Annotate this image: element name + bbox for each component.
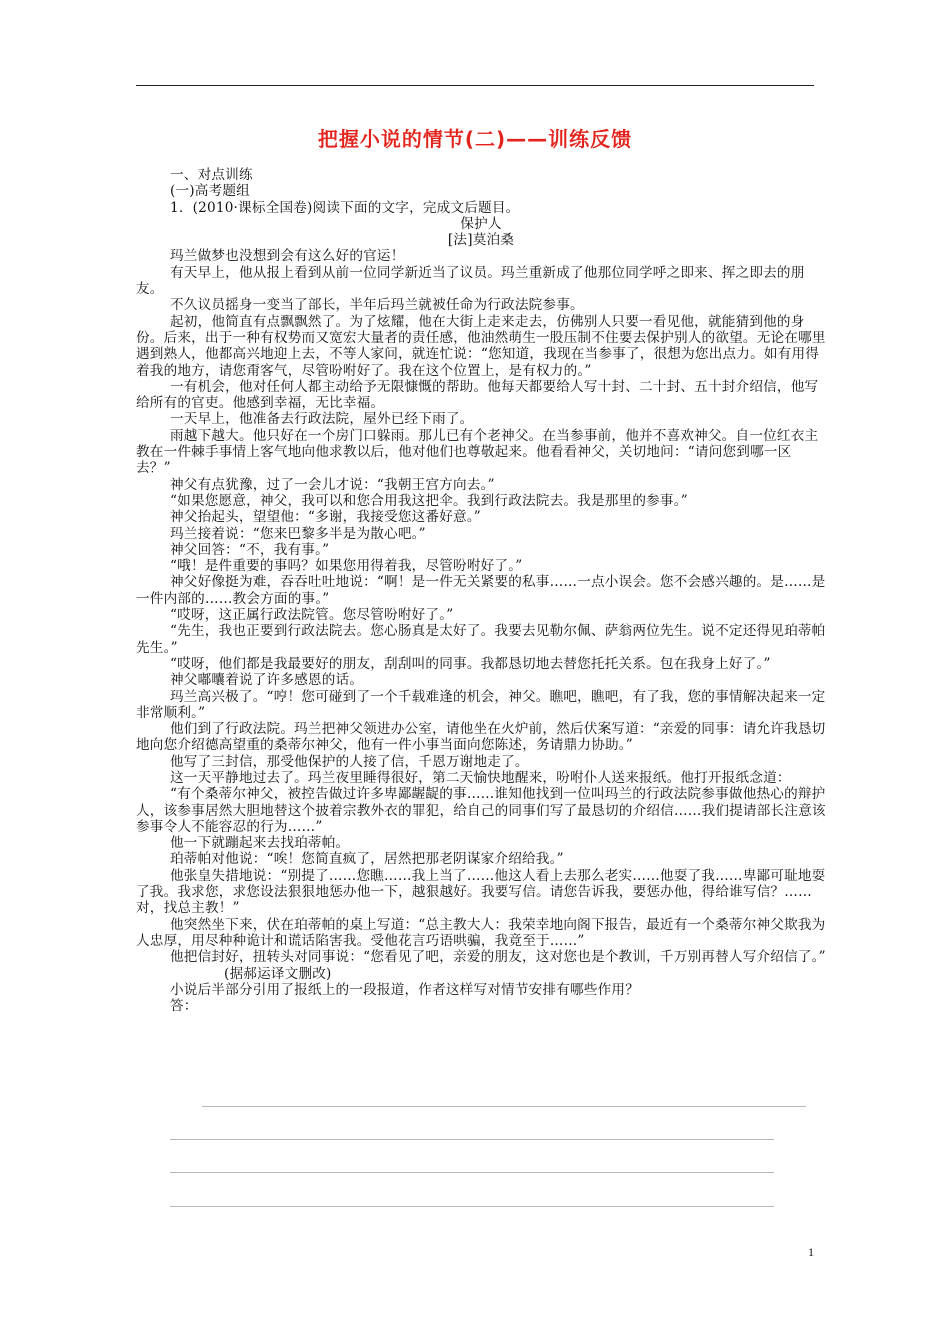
story-paragraph: 一有机会，他对任何人都主动给予无限慷慨的帮助。他每天都要给人写十封、二十封、五十封介绍信，他写给所有的官吏。他感到幸福，无比幸福。 bbox=[136, 378, 819, 412]
story-paragraph: 神父嘟囔着说了许多感恩的话。 bbox=[170, 672, 364, 689]
story-paragraph: 神父好像挺为难，吞吞吐吐地说：“啊！是一件无关紧要的私事……一点小误会。您不会感兴趣的。是……是一件内部的……教会方面的事。” bbox=[136, 574, 826, 607]
story-author: [法]莫泊桑 bbox=[447, 232, 515, 249]
story-paragraph: 不久议员摇身一变当了部长，半年后玛兰就被任命为行政法院参事。 bbox=[170, 297, 584, 314]
story-paragraph: “有个桑蒂尔神父，被控告做过许多卑鄙龌龊的事……谁知他找到一位叫玛兰的行政法院参事做他热心的辩护人，该参事居然大胆地替这个披着宗教外衣的罪犯，给自己的同事们写了最恳切的介绍信……我们提请部长注意该参事令人不能容忍的行为……” bbox=[136, 786, 826, 835]
story-paragraph: 珀蒂帕对他说：“唉！您简直疯了，居然把那老阴谋家介绍给我。” bbox=[170, 851, 564, 868]
answer-label: 答： bbox=[170, 998, 198, 1015]
question-text: 小说后半部分引用了报纸上的一段报道，作者这样写对情节安排有哪些作用？ bbox=[170, 981, 639, 998]
story-paragraph: 起初，他简直有点飘飘然了。为了炫耀，他在大街上走来走去，仿佛别人只要一看见他，就能猜到他的身份。后来，出于一种有权势而又宽宏大量者的责任感，他油然萌生一股压制不住要去保护别人的欲望。无论在哪里遇到熟人，他都高兴地迎上去，不等人家问，就连忙说：“您知道，我现在当参事了，很想为您出点力。如有用得着我的地方，请您甭客气，尽管吩咐好了。我在这个位置上，是有权力的。” bbox=[136, 313, 826, 379]
source-note: (据郝运译文删改) bbox=[224, 965, 332, 982]
story-paragraph: “哎呀，他们都是我最要好的朋友，刮刮叫的同事。我都恳切地去替您托托关系。包在我身上好了。” bbox=[170, 655, 771, 672]
document-body bbox=[136, 167, 826, 1014]
story-paragraph: 玛兰做梦也没想到会有这么好的官运！ bbox=[170, 248, 405, 265]
story-paragraph: 玛兰接着说：“您来巴黎多半是为散心吧。” bbox=[170, 525, 426, 542]
story-paragraph: 他写了三封信，那受他保护的人接了信，千恩万谢地走了。 bbox=[170, 753, 529, 770]
story-paragraph: “哎呀，这正属行政法院管。您尽管吩咐好了。” bbox=[170, 607, 454, 624]
story-paragraph: 他突然坐下来，伏在珀蒂帕的桌上写道：“总主教大人：我荣幸地向阁下报告，最近有一个桑蒂尔神父欺我为人忠厚，用尽种种诡计和谎话陷害我。受他花言巧语哄骗，我竟至于……” bbox=[136, 916, 826, 949]
story-title: 保护人 bbox=[460, 215, 502, 232]
story-paragraph: 神父抬起头，望望他：“多谢，我接受您这番好意。” bbox=[170, 509, 481, 526]
subsection-heading: (一)高考题组 bbox=[170, 183, 250, 200]
story-paragraph: 他张皇失措地说：“别提了……您瞧……我上当了……他这人看上去那么老实……他耍了我……卑鄙可耻地耍了我。我求您，求您设法狠狠地惩办他一下，越狠越好。我要写信。请您告诉我，要惩办他，得给谁写信？……对，找总主教！” bbox=[136, 867, 826, 917]
answer-line[interactable] bbox=[202, 1106, 806, 1107]
answer-line[interactable] bbox=[170, 1172, 774, 1173]
story-paragraph: 神父有点犹豫，过了一会儿才说：“我朝王宫方向去。” bbox=[170, 476, 495, 493]
page-title: 把握小说的情节(二)——训练反馈 bbox=[317, 127, 633, 151]
story-paragraph bbox=[136, 949, 826, 982]
story-paragraph: “哦！是件重要的事吗？如果您用得着我，尽管吩咐好了。” bbox=[170, 558, 523, 575]
story-paragraph-text: 他把信封好，扭转头对同事说：“您看见了吧，亲爱的朋友，这对您也是个教训，千万别再替人写介绍信了。” bbox=[170, 949, 826, 966]
story-paragraph: 一天早上，他准备去行政法院，屋外已经下雨了。 bbox=[170, 411, 474, 428]
answer-line[interactable] bbox=[170, 1206, 774, 1207]
story-paragraph: 雨越下越大。他只好在一个房门口躲雨。那儿已有个老神父。在当参事前，他并不喜欢神父。自一位红衣主教在一件棘手事情上客气地向他求教以后，他对他们也尊敬起来。他看看神父，关切地问：“请问您到哪一区去？” bbox=[136, 427, 819, 477]
story-paragraph: 玛兰高兴极了。“哼！您可碰到了一个千载难逢的机会，神父。瞧吧，瞧吧，有了我，您的事情解决起来一定非常顺利。” bbox=[136, 688, 826, 721]
page-number: 1 bbox=[808, 1245, 814, 1259]
story-paragraph: 有天早上，他从报上看到从前一位同学新近当了议员。玛兰重新成了他那位同学呼之即来、挥之即去的朋友。 bbox=[136, 264, 805, 298]
story-paragraph: 他们到了行政法院。玛兰把神父领进办公室，请他坐在火炉前，然后伏案写道：“亲爱的同事：请允许我恳切地向您介绍德高望重的桑蒂尔神父，他有一件小事当面向您陈述，务请鼎力协助。” bbox=[136, 721, 826, 754]
header-rule bbox=[136, 85, 814, 86]
answer-line[interactable] bbox=[170, 1139, 774, 1140]
story-paragraph: 这一天平静地过去了。玛兰夜里睡得很好，第二天愉快地醒来，吩咐仆人送来报纸。他打开报纸念道： bbox=[170, 769, 791, 786]
story-paragraph: “如果您愿意，神父，我可以和您合用我这把伞。我到行政法院去。我是那里的参事。” bbox=[170, 492, 688, 509]
story-paragraph: “先生，我也正要到行政法院去。您心肠真是太好了。我要去见勒尔佩、萨翁两位先生。说不定还得见珀蒂帕先生。” bbox=[136, 623, 826, 656]
section-heading: 一、对点训练 bbox=[170, 167, 253, 183]
story-paragraph: 他一下就蹦起来去找珀蒂帕。 bbox=[170, 835, 350, 852]
story-paragraph: 神父回答：“不，我有事。” bbox=[170, 541, 330, 558]
question-intro: 1．(2010·课标全国卷)阅读下面的文字，完成文后题目。 bbox=[170, 199, 520, 216]
